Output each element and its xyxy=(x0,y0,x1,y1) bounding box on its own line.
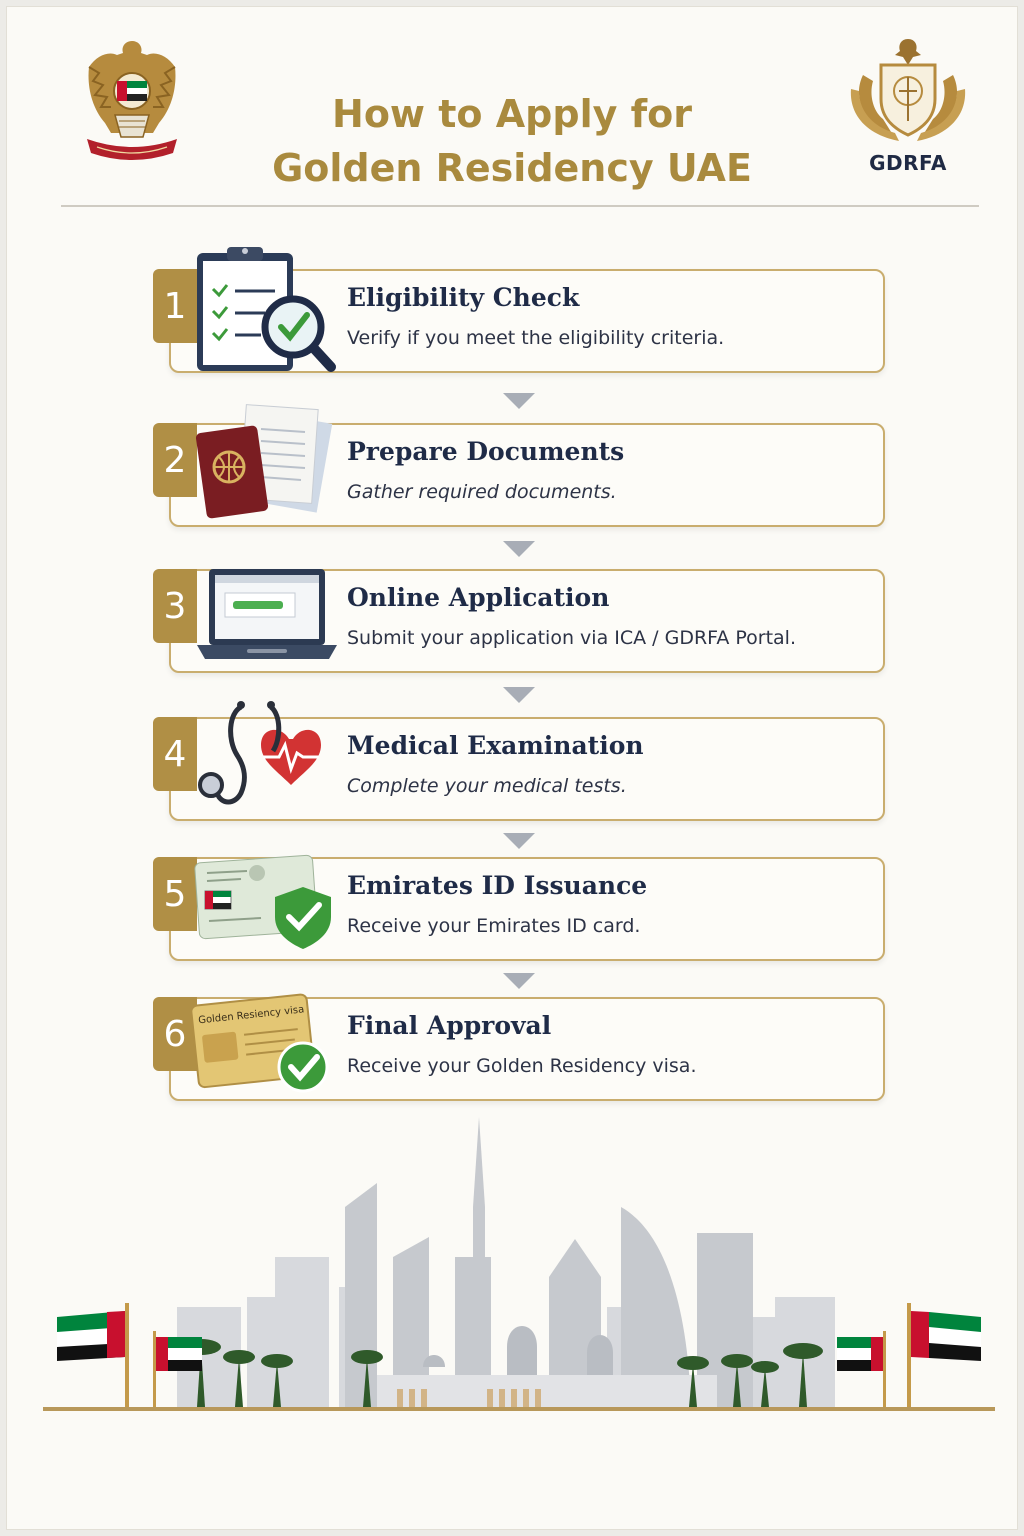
gdrfa-logo-icon xyxy=(843,35,973,145)
down-arrow-icon xyxy=(503,973,535,989)
uae-emblem-icon xyxy=(81,37,183,167)
step-number-badge: 1 xyxy=(153,269,197,343)
down-arrow-icon xyxy=(503,541,535,557)
step-medical-examination xyxy=(153,717,887,823)
step-title: Prepare Documents xyxy=(347,437,625,466)
gdrfa-label: GDRFA xyxy=(869,151,947,175)
step-number-badge: 3 xyxy=(153,569,197,643)
down-arrow-icon xyxy=(503,687,535,703)
uae-flag-right-small-icon xyxy=(837,1331,886,1407)
step-number-badge: 6 xyxy=(153,997,197,1071)
header-divider xyxy=(61,205,979,207)
step-eligibility-check xyxy=(153,269,887,375)
title-line-2: Golden Residency UAE xyxy=(272,146,752,190)
dubai-skyline-illustration xyxy=(37,1107,999,1427)
uae-flag-left-icon xyxy=(57,1303,129,1407)
step-title: Final Approval xyxy=(347,1011,552,1040)
step-number-badge: 2 xyxy=(153,423,197,497)
uae-flag-right-icon xyxy=(907,1303,981,1407)
clipboard-magnifier-icon xyxy=(191,245,341,375)
title-line-1: How to Apply for xyxy=(332,92,692,136)
step-description: Receive your Emirates ID card. xyxy=(347,915,641,937)
down-arrow-icon xyxy=(503,833,535,849)
step-description: Verify if you meet the eligibility criteria. xyxy=(347,327,725,349)
step-title: Medical Examination xyxy=(347,731,644,760)
step-number-badge: 5 xyxy=(153,857,197,931)
step-description: Complete your medical tests. xyxy=(347,775,627,797)
step-final-approval xyxy=(153,997,887,1103)
passport-documents-icon xyxy=(191,399,341,529)
step-description: Receive your Golden Residency visa. xyxy=(347,1055,697,1077)
step-title: Emirates ID Issuance xyxy=(347,871,648,900)
step-title: Eligibility Check xyxy=(347,283,580,312)
stethoscope-heart-icon xyxy=(191,693,341,823)
golden-visa-card-icon xyxy=(191,973,341,1103)
down-arrow-icon xyxy=(503,393,535,409)
id-card-shield-icon xyxy=(191,833,341,963)
step-emirates-id-issuance xyxy=(153,857,887,963)
step-number-badge: 4 xyxy=(153,717,197,791)
page-title xyxy=(247,87,777,195)
laptop-icon xyxy=(191,545,341,675)
visa-card-label: Golden Resiency visa xyxy=(197,1004,305,1027)
step-title: Online Application xyxy=(347,583,610,612)
infographic-page xyxy=(6,6,1018,1530)
step-online-application xyxy=(153,569,887,675)
step-description: Submit your application via ICA / GDRFA Portal. xyxy=(347,627,797,649)
step-prepare-documents xyxy=(153,423,887,529)
step-description: Gather required documents. xyxy=(347,481,617,503)
